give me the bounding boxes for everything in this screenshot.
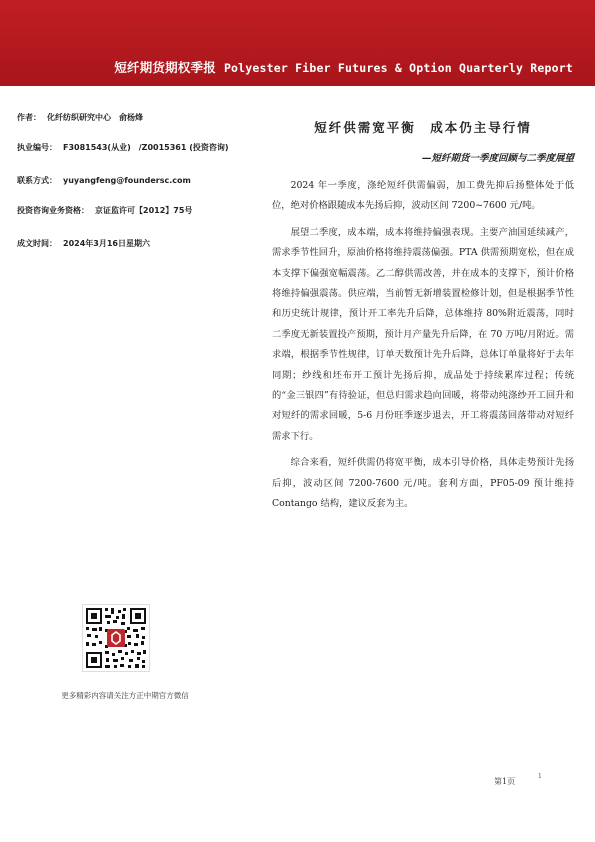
meta-value: 化纤纺织研究中心 俞杨烽 [47, 113, 143, 122]
meta-label: 投资咨询业务资格： [17, 206, 89, 215]
paragraph-summary: 综合来看，短纤供需仍将宽平衡，成本引导价格，具体走势预计先扬后抑，波动区间 7200-7600 元/吨。套利方面，PF05-09 预计维持 Contango 结构，建议反套为主。 [272, 457, 574, 510]
qr-code-icon [83, 605, 149, 671]
corner-mark: 1 [538, 773, 542, 780]
meta-value: F3081543(从业) /Z0015361 (投资咨询) [63, 143, 229, 152]
meta-license [17, 142, 229, 153]
report-title-cn: 短纤期货期权季报 [114, 60, 216, 75]
meta-label: 作者： [17, 113, 41, 122]
article-subtitle: —短纤期货一季度回顾与二季度展望 [421, 153, 574, 164]
meta-contact [17, 175, 191, 186]
article [272, 118, 574, 521]
header-banner [0, 0, 595, 86]
meta-date [17, 238, 150, 249]
paragraph-outlook: 展望二季度，成本端，成本将维持偏强表现。主要产油国延续减产，需求季节性回升，原油价格将维持震荡偏强。PTA 供需预期宽松，但在成本支撑下偏强宽幅震荡。乙二醇供需改善，并在成本的支撑下，预计价格将维持偏强震荡。供应端，当前暂无新增装置检修计划，但是根据季节性和历史统计规律，预计开工率先升后降，总体维持 80%附近震荡，同时二季度无新装置投产预期，预计月产量先升后降，在 70 万吨/月附近。需求端，根据季节性规律，订单天数预计先升后降，总体订单量将好于去年同期；纱线和坯布开工预计先扬后抑，成品处于持续累库过程；传统的“金三银四”有待验证，但总归需求趋向回暖，将带动纯涤纱开工回升和对短纤的需求回暖，5-6 月份旺季逐步退去，开工将震荡回落带动对短纤需求下行。 [272, 226, 574, 442]
meta-label: 执业编号： [17, 143, 57, 152]
page-number: 第1页 [494, 777, 516, 786]
meta-label: 成文时间： [17, 239, 57, 248]
meta-label: 联系方式： [17, 176, 57, 185]
report-title-en: Polyester Fiber Futures & Option Quarterly Report [223, 61, 573, 75]
report-title [114, 58, 573, 76]
meta-value: 2024年3月16日星期六 [63, 239, 150, 248]
wechat-qr-code[interactable] [82, 604, 150, 672]
paragraph-review: 2024 年一季度，涤纶短纤供需偏弱，加工费先抑后扬整体处于低位，绝对价格跟随成本先扬后抑，波动区间 7200~7600 元/吨。 [272, 180, 574, 212]
article-title: 短纤供需宽平衡 成本仍主导行情 [314, 120, 532, 135]
qr-caption: 更多精彩内容请关注方正中期官方微信 [61, 691, 189, 700]
meta-qualification [17, 205, 192, 216]
meta-value[interactable]: yuyangfeng@foundersc.com [63, 176, 191, 185]
meta-author [17, 112, 143, 123]
meta-value: 京证监许可【2012】75号 [95, 206, 193, 215]
